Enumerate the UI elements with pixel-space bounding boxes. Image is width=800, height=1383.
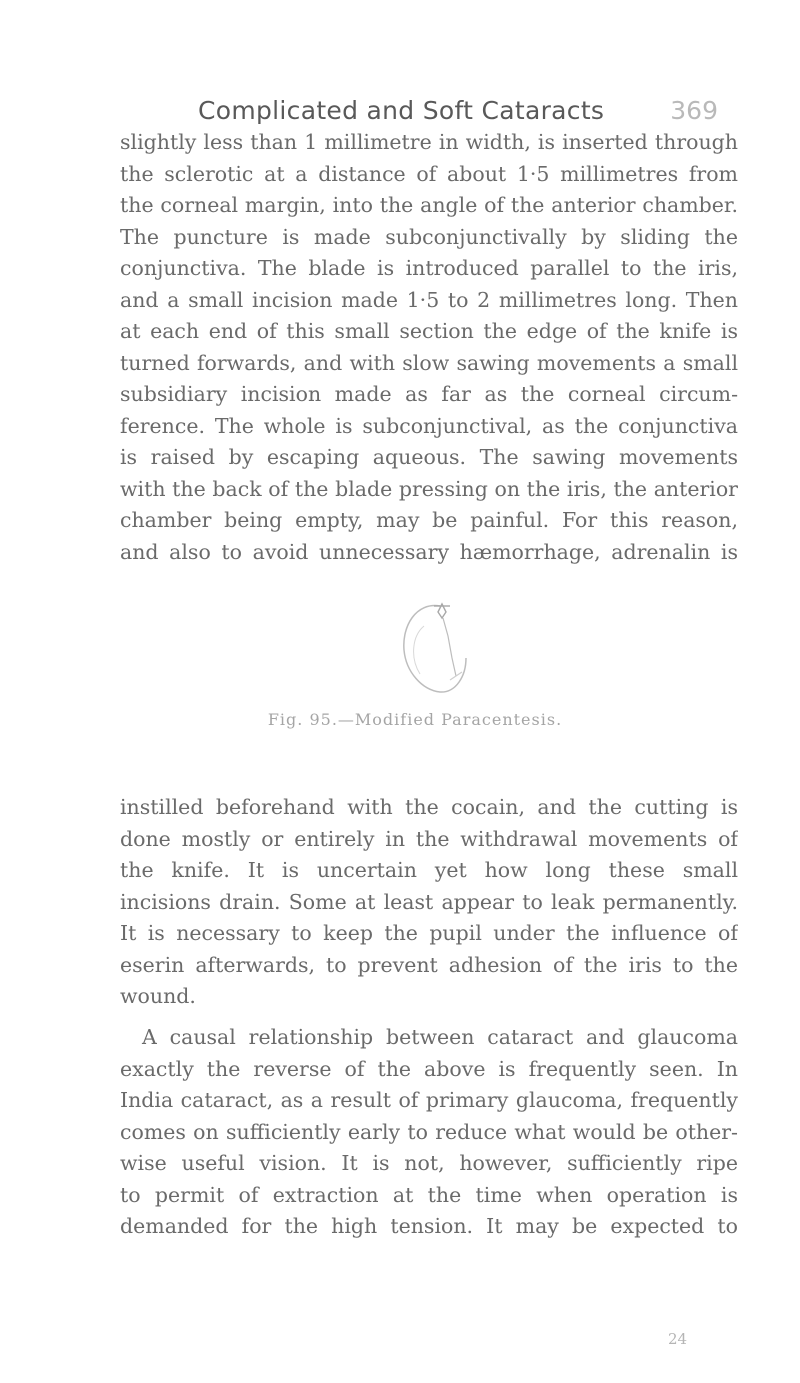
text-line: It is necessary to keep the pupil under the influence of bbox=[120, 921, 738, 945]
text-line: the knife. It is uncertain yet how long these small bbox=[120, 858, 738, 882]
text-line: comes on sufficiently early to reduce what would be other- bbox=[120, 1119, 738, 1144]
text-line: incisions drain. Some at least appear to leak permanently. bbox=[120, 889, 738, 914]
paracentesis-diagram-icon bbox=[390, 592, 470, 704]
text-line: exactly the reverse of the above is frequently seen. In bbox=[120, 1056, 738, 1081]
text-line: demanded for the high tension. It may be expected to bbox=[120, 1214, 738, 1238]
text-line: to permit of extraction at the time when operation is bbox=[120, 1182, 738, 1207]
text-line: the sclerotic at a distance of about 1·5 millimetres from bbox=[120, 161, 738, 186]
text-line: conjunctiva. The blade is introduced parallel to the iris, bbox=[120, 256, 738, 280]
figure-95-illustration bbox=[390, 592, 470, 704]
text-line: and a small incision made 1·5 to 2 millimetres long. Then bbox=[120, 287, 738, 312]
text-line: ference. The whole is subconjunctival, as the conjunctiva bbox=[120, 413, 738, 438]
text-line: chamber being empty, may be painful. For this reason, bbox=[120, 508, 738, 532]
paragraph-2 bbox=[120, 792, 738, 1013]
page-number: 369 bbox=[670, 96, 718, 125]
text-line: subsidiary incision made as far as the corneal circum- bbox=[120, 382, 738, 406]
paragraph-1 bbox=[120, 127, 738, 568]
text-line: wound. bbox=[120, 984, 196, 1008]
text-line: done mostly or entirely in the withdrawal movements of bbox=[120, 826, 738, 851]
text-line: instilled beforehand with the cocain, and the cutting is bbox=[120, 795, 738, 819]
text-line: turned forwards, and with slow sawing movements a small bbox=[120, 350, 738, 375]
text-line: at each end of this small section the edge of the knife is bbox=[120, 319, 738, 343]
running-title: Complicated and Soft Cataracts bbox=[198, 96, 605, 125]
text-line: and also to avoid unnecessary hæmorrhage, adrenalin is bbox=[120, 539, 738, 564]
text-line: The puncture is made subconjunctivally by sliding the bbox=[120, 224, 738, 249]
text-line: wise useful vision. It is not, however, sufficiently ripe bbox=[120, 1151, 738, 1175]
text-line: is raised by escaping aqueous. The sawing movements bbox=[120, 445, 738, 469]
signature-mark: 24 bbox=[668, 1330, 688, 1348]
paragraph-3 bbox=[120, 1022, 738, 1243]
text-line: slightly less than 1 millimetre in width, is inserted through bbox=[120, 130, 738, 154]
text-line: the corneal margin, into the angle of the anterior chamber. bbox=[120, 193, 738, 217]
text-line: with the back of the blade pressing on the iris, the anterior bbox=[120, 476, 738, 501]
figure-caption: Fig. 95.—Modified Paracentesis. bbox=[267, 710, 563, 729]
text-line: India cataract, as a result of primary glaucoma, frequently bbox=[120, 1088, 738, 1112]
text-line: A causal relationship between cataract and glaucoma bbox=[142, 1025, 738, 1049]
text-line: eserin afterwards, to prevent adhesion of the iris to the bbox=[120, 952, 738, 977]
